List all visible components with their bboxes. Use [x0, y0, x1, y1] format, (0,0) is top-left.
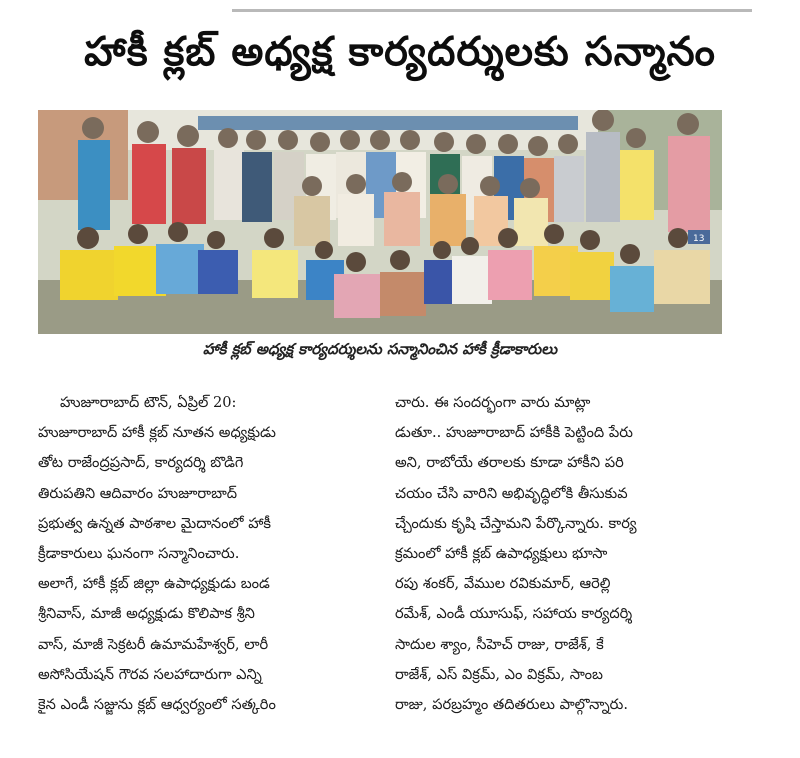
dateline: హుజూరాబాద్‌ టౌన్‌, ఏప్రిల్‌ 20: [60, 394, 237, 411]
article-line: హుజూరాబాద్‌ హాకీ క్లబ్‌ నూతన అధ్యక్షుడు [38, 424, 276, 442]
jersey-number: 13 [693, 234, 705, 244]
article-line: అలాగే, హాకీ క్లబ్‌ జిల్లా ఉపాధ్యక్షుడు బండ [38, 575, 270, 593]
article-column-right [395, 388, 722, 728]
group-photo [38, 110, 722, 334]
article-line: అని, రాబోయే తరాలకు కూడా హాకీని పరి [395, 454, 624, 472]
article-column-left [38, 388, 365, 728]
article-line: వాస్‌, మాజీ సెక్రటరీ ఉమామహేశ్వర్‌, లారీ [38, 635, 269, 653]
article-line: చయం చేసి వారిని అభివృద్ధిలోకి తీసుకువ [395, 484, 628, 502]
article-line: ప్రభుత్వ ఉన్నత పాఠశాల మైదానంలో హాకీ [38, 514, 272, 532]
article-line [38, 388, 365, 418]
article-line: తిరుపతిని ఆదివారం హుజూరాబాద్‌ [38, 484, 238, 502]
article-line: చ్చేందుకు కృషి చేస్తామని పేర్కొన్నారు. కార్య [395, 514, 637, 532]
top-divider-rule [232, 9, 752, 12]
article-line: రమేశ్‌, ఎండీ యూసుఫ్‌, సహాయ కార్యదర్శి [395, 605, 633, 623]
article-body [38, 388, 722, 728]
article-line: తోట రాజేంద్రప్రసాద్‌, కార్యదర్శి బొడిగె [38, 454, 244, 472]
article-line: సాదుల శ్యాం, సీహెచ్‌ రాజు, రాజేశ్‌, కే [395, 635, 604, 653]
article-line: కైన ఎండీ సజ్జును క్లబ్‌ ఆధ్వర్యంలో సత్కరిం [38, 696, 276, 714]
article-line: రాజేశ్‌, ఎస్‌ విక్రమ్‌, ఎం విక్రమ్‌, సాంబ [395, 665, 603, 683]
article-line: చారు. ఈ సందర్భంగా వారు మాట్లా [395, 394, 591, 411]
article-line: శ్రీనివాస్‌, మాజీ అధ్యక్షుడు కొలిపాక శ్రీని [38, 605, 255, 623]
article-line: డుతూ.. హుజూరాబాద్‌ హాకీకి పెట్టింది పేరు [395, 424, 633, 442]
article-line: క్రీడాకారులు ఘనంగా సన్మానించారు. [38, 545, 240, 563]
photo-caption: హాకీ క్లబ్‌ అధ్యక్ష కార్యదర్శులను సన్మానించిన హాకీ క్రీడాకారులు [202, 340, 558, 358]
article-line: రాజు, పరబ్రహ్మం తదితరులు పాల్గొన్నారు. [395, 696, 628, 714]
headline: హాకీ క్లబ్‌ అధ్యక్ష కార్యదర్శులకు సన్మానం [84, 29, 716, 75]
article-line: క్రమంలో హాకీ క్లబ్‌ ఉపాధ్యక్షులు భూసా [395, 545, 608, 563]
article-line: రపు శంకర్‌, వేముల రవికుమార్‌, ఆరెల్లి [395, 575, 611, 593]
article-line: అసోసియేషన్‌ గౌరవ సలహాదారుగా ఎన్ని [38, 665, 262, 683]
